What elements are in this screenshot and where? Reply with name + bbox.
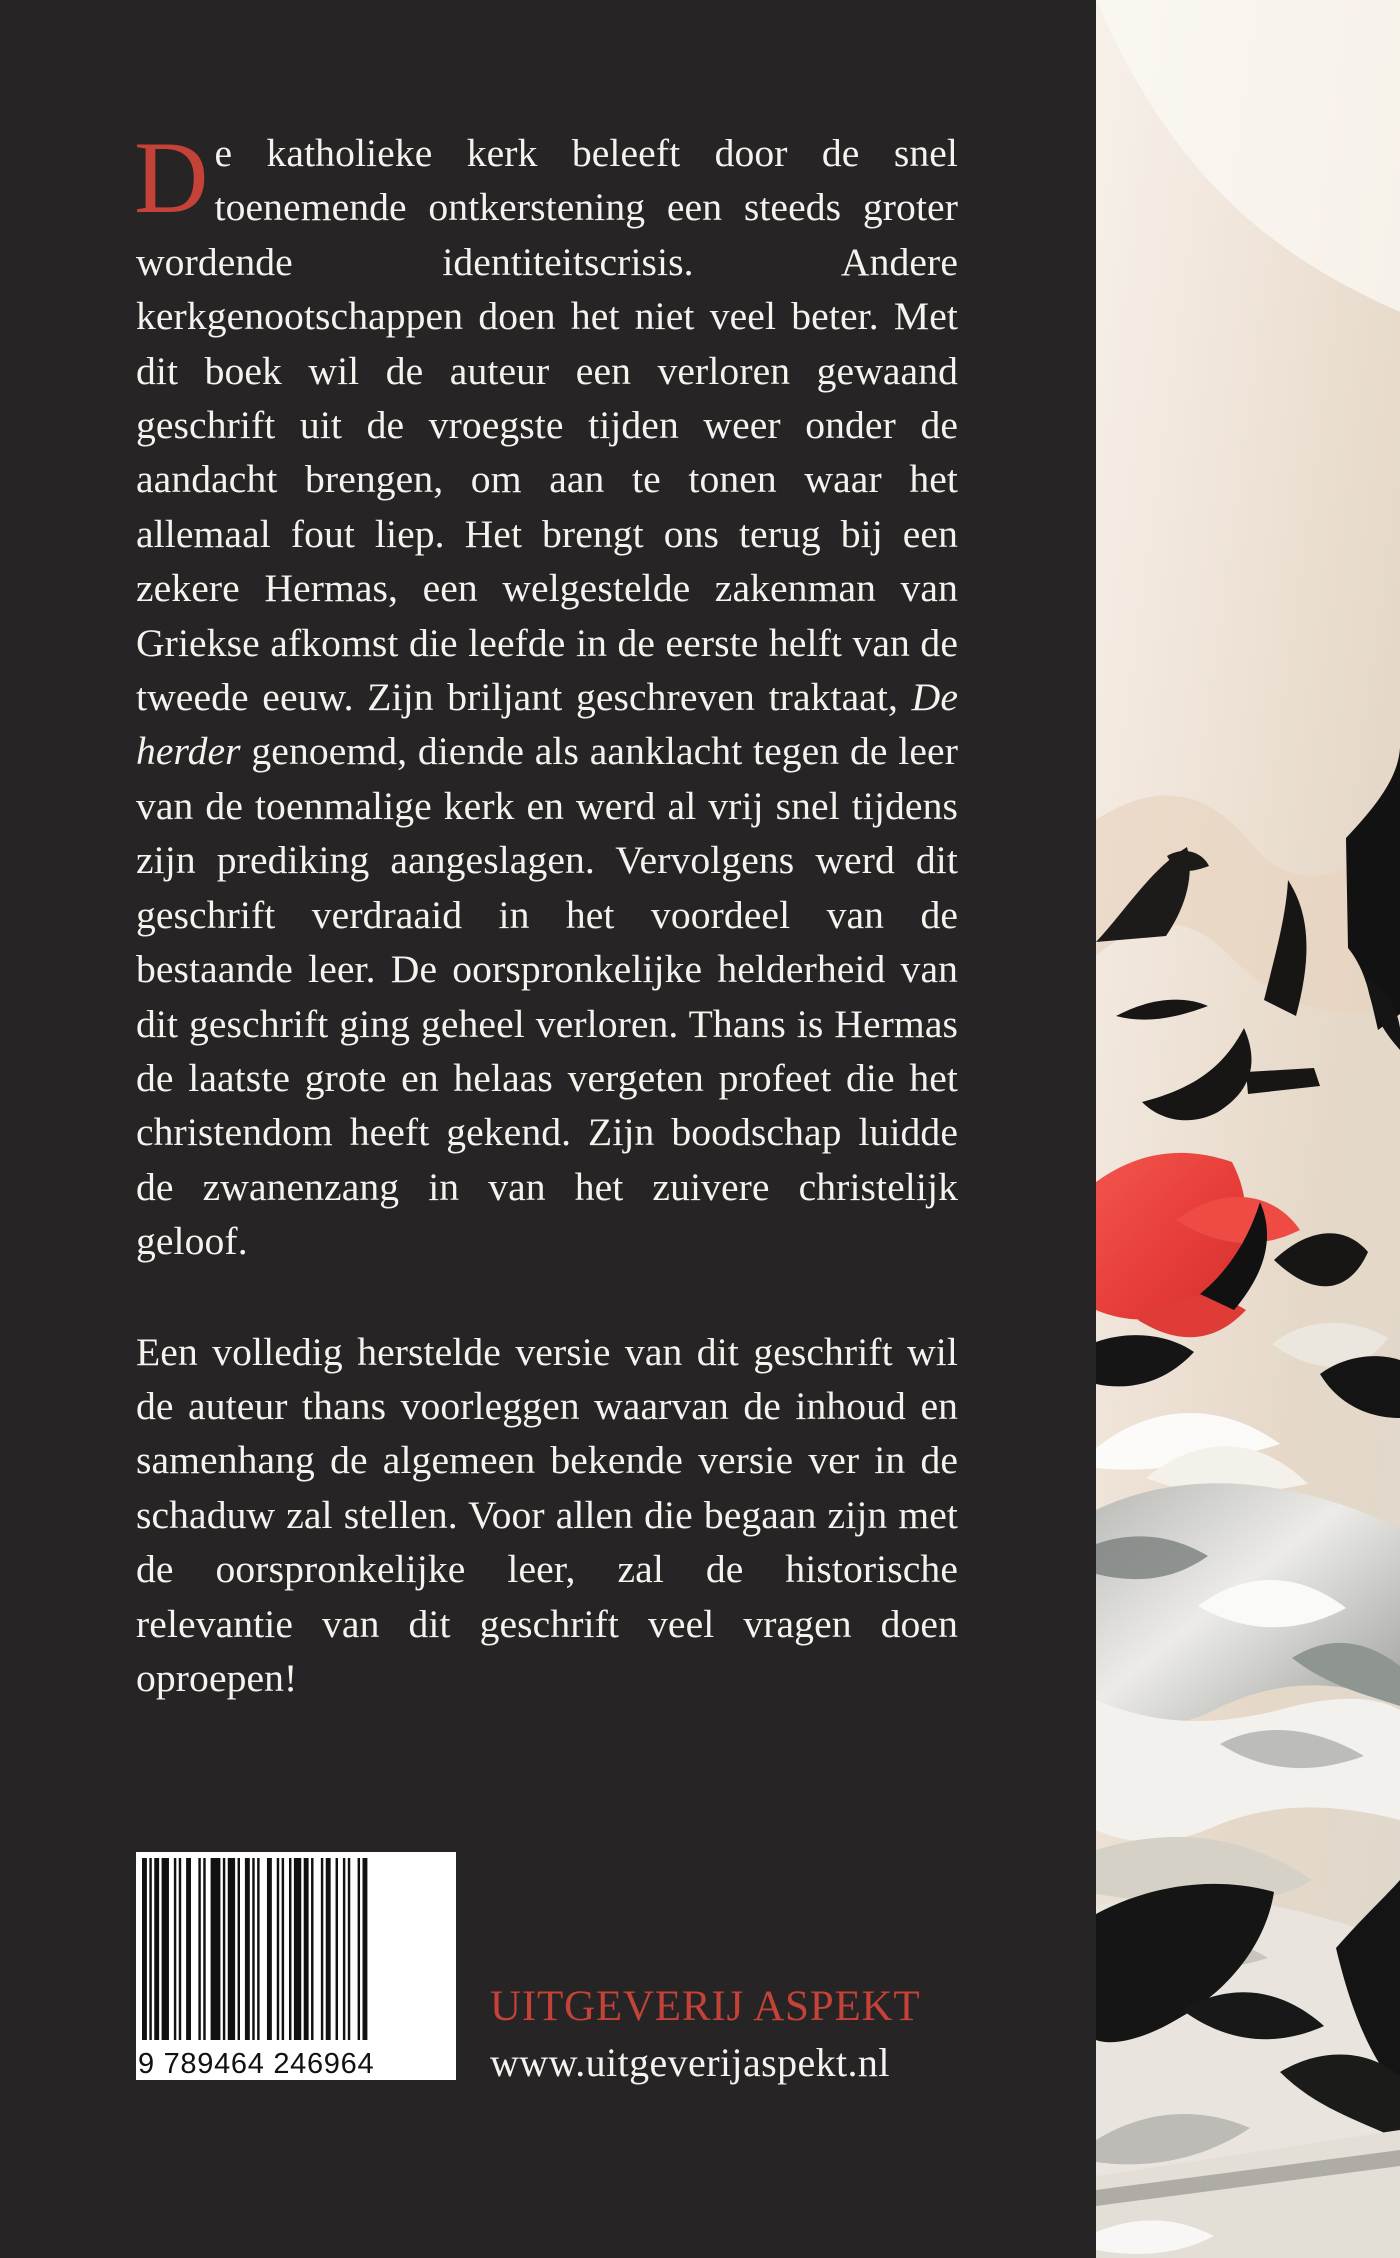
description-paragraph-1-opening: e katholieke kerk beleeft door de snel toenemende ontkerstening een steeds groter wordende identiteitscrisis. Andere kerkgenootschappen doen het niet veel beter. Met dit boek wil de auteur een verloren gewaand geschrift uit de vroegste tijden weer onder de aandacht brengen, om aan te tonen waar het allemaal fout liep. Het brengt ons terug bij een zekere Hermas, een welgestelde zakenman van Griekse afkomst die leefde in de eerste helft van de tweede eeuw. Zijn briljant geschreven traktaat,: [136, 131, 958, 720]
barcode-bar: [358, 1858, 360, 2040]
barcode-bar: [245, 1858, 250, 2040]
barcode-bar: [149, 1858, 151, 2040]
publisher-name: UITGEVERIJ ASPEKT: [490, 1983, 921, 2030]
barcode-bar: [304, 1858, 309, 2040]
isbn-barcode: [136, 1852, 456, 2080]
barcode-bar: [336, 1858, 338, 2040]
barcode-bars: [142, 1858, 450, 2040]
barcode-bar: [267, 1858, 272, 2040]
barcode-bar: [252, 1858, 254, 2040]
book-description: [134, 121, 958, 1705]
barcode-bar: [294, 1858, 301, 2040]
barcode-bar: [142, 1858, 147, 2040]
barcode-bar: [179, 1858, 181, 2040]
barcode-bar: [211, 1858, 221, 2040]
barcode-bar: [348, 1858, 350, 2040]
barcode-bar: [223, 1858, 225, 2040]
barcode-bar: [363, 1858, 368, 2040]
barcode-bar: [228, 1858, 235, 2040]
barcode-bar: [154, 1858, 159, 2040]
description-paragraph-1-closing: genoemd, diende als aanklacht tegen de leer van de toenmalige kerk en werd al vrij snel tijdens zijn prediking aangeslagen. Vervolgens werd dit geschrift verdraaid in het voordeel van de bestaande leer. De oorspronkelijke helderheid van dit geschrift ging geheel verloren. Thans is Hermas de laatste grote en helaas vergeten profeet die het christendom heeft gekend. Zijn boodschap luidde de zwanenzang in van het zuivere christelijk geloof.: [136, 729, 958, 1264]
description-paragraph-1: [134, 121, 958, 1269]
barcode-bar: [162, 1858, 169, 2040]
barcode-bar: [186, 1858, 191, 2040]
barcode-bar: [326, 1858, 331, 2040]
barcode-bar: [198, 1858, 200, 2040]
barcode-bar: [203, 1858, 205, 2040]
barcode-bar: [321, 1858, 323, 2040]
barcode-bar: [277, 1858, 279, 2040]
publisher-website: www.uitgeverijaspekt.nl: [490, 2040, 890, 2085]
barcode-bar: [311, 1858, 313, 2040]
barcode-bar: [238, 1858, 240, 2040]
barcode-bar: [289, 1858, 291, 2040]
barcode-bar: [343, 1858, 345, 2040]
barcode-bar: [282, 1858, 284, 2040]
description-paragraph-2: Een volledig herstelde versie van dit geschrift wil de auteur thans voorleggen waarvan de inhoud en samenhang de algemeen bekende versie ver in de schaduw zal stellen. Voor allen die begaan zijn met de oorspronkelijke leer, zal de historische relevantie van dit geschrift veel vragen doen oproepen!: [136, 1329, 958, 1700]
barcode-bar: [257, 1858, 259, 2040]
barcode-bar: [174, 1858, 176, 2040]
book-title-de-herder: De herder: [136, 675, 958, 774]
cover-artwork-strip: [1096, 0, 1400, 2258]
isbn-number: 9 789464 246964: [136, 2047, 456, 2080]
abstract-painting-image: [1096, 0, 1400, 2258]
drop-cap: D: [134, 121, 209, 235]
